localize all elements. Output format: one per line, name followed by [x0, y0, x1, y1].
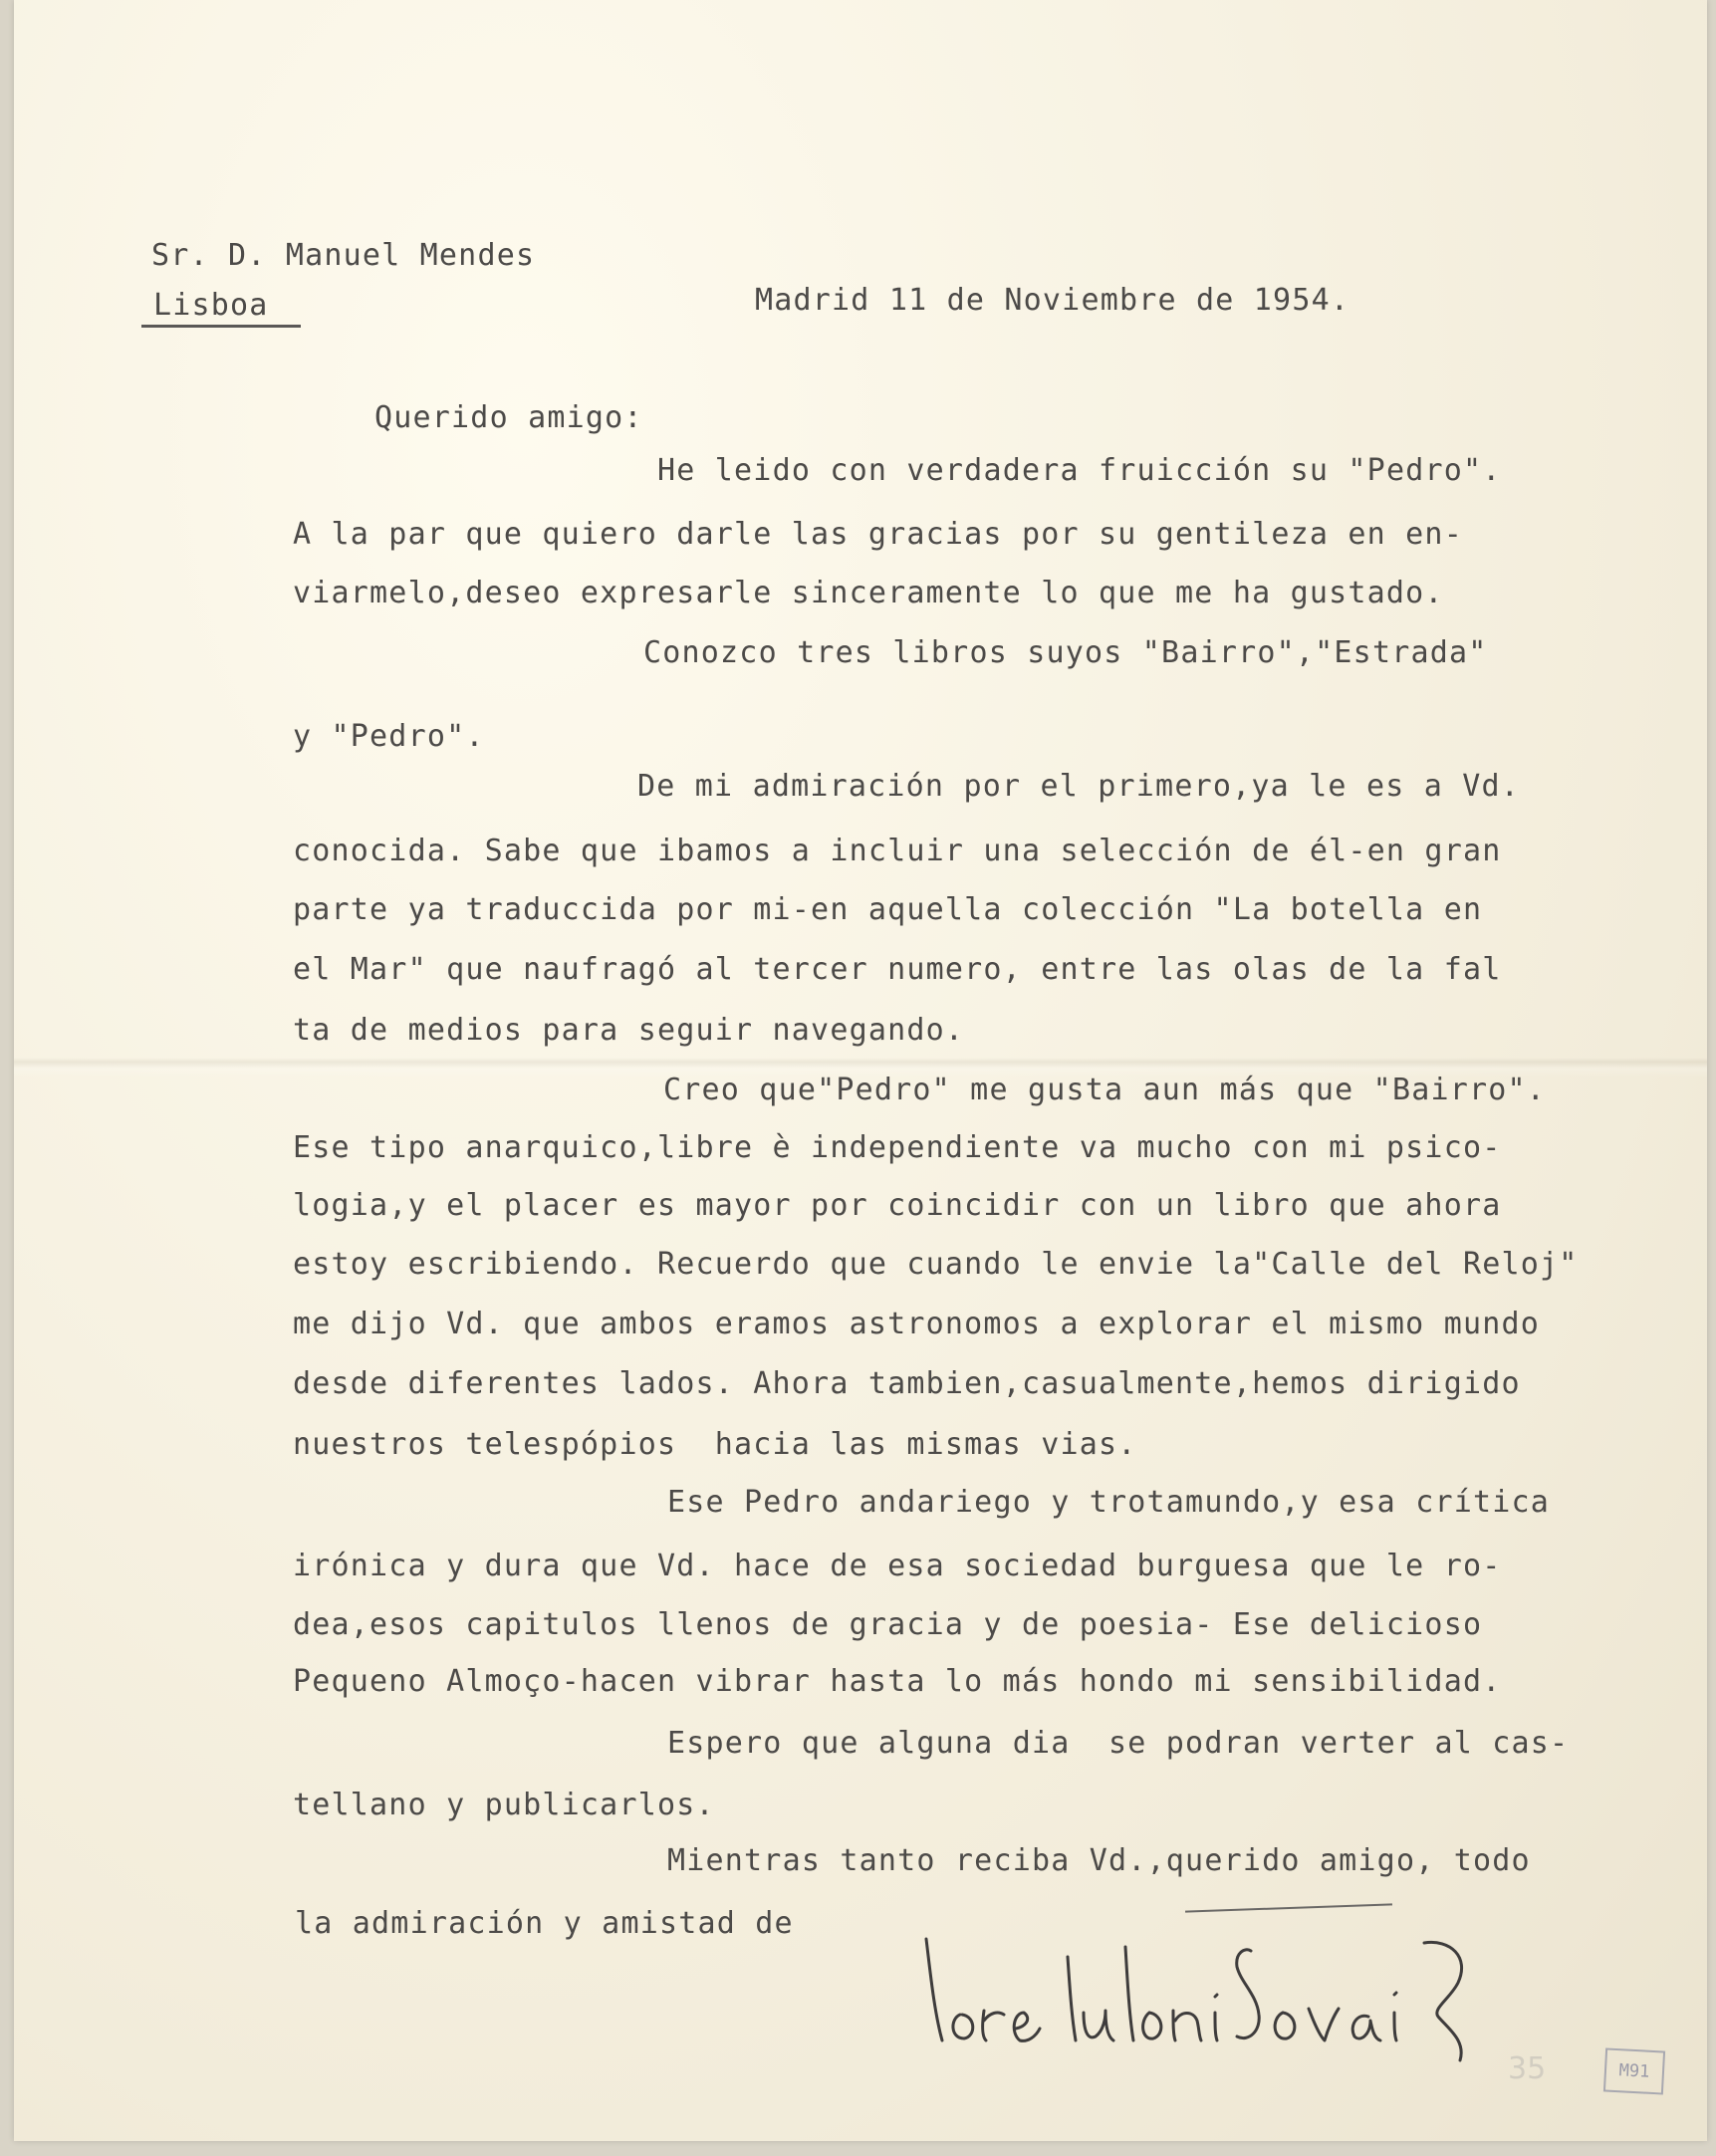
body-line: logia,y el placer es mayor por coincidir con un libro que ahora	[293, 1188, 1502, 1223]
body-line: Espero que alguna dia se podran verter al cas-	[667, 1726, 1570, 1761]
body-line: la admiración y amistad de	[295, 1906, 794, 1941]
body-line: Pequeno Almoço-hacen vibrar hasta lo más hondo mi sensibilidad.	[293, 1664, 1502, 1699]
body-line: Ese Pedro andariego y trotamundo,y esa crítica	[667, 1485, 1551, 1520]
body-line: irónica y dura que Vd. hace de esa sociedad burguesa que le ro-	[293, 1549, 1502, 1583]
handwritten-signature	[920, 1917, 1538, 2066]
body-line: De mi admiración por el primero,ya le es a Vd.	[637, 769, 1521, 804]
body-line: Ese tipo anarquico,libre è independiente va mucho con mi psico-	[293, 1130, 1502, 1165]
body-line: A la par que quiero darle las gracias por su gentileza en en-	[293, 517, 1463, 552]
addressee-name: Sr. D. Manuel Mendes	[151, 238, 536, 273]
body-line: tellano y publicarlos.	[293, 1788, 715, 1822]
body-line: dea,esos capitulos llenos de gracia y de poesia- Ese delicioso	[293, 1607, 1483, 1642]
body-line: me dijo Vd. que ambos eramos astronomos a explorar el mismo mundo	[293, 1307, 1540, 1341]
body-line: ta de medios para seguir navegando.	[293, 1013, 965, 1048]
body-line: el Mar" que naufragó al tercer numero, entre las olas de la fal	[293, 952, 1502, 987]
body-line: parte ya traduccida por mi-en aquella colección "La botella en	[293, 892, 1483, 927]
addressee-city: Lisboa	[153, 288, 269, 323]
letter-sheet	[14, 0, 1707, 2141]
body-line: nuestros telespópios hacia las mismas vias.	[293, 1427, 1137, 1462]
place-date: Madrid 11 de Noviembre de 1954.	[755, 283, 1350, 318]
pencil-mark: 35	[1508, 2051, 1547, 2086]
body-line: Mientras tanto reciba Vd.,querido amigo, todo	[667, 1843, 1531, 1878]
signature-overline	[1185, 1903, 1392, 1912]
body-line: desde diferentes lados. Ahora tambien,casualmente,hemos dirigido	[293, 1366, 1521, 1401]
city-underline	[141, 325, 301, 328]
body-line: conocida. Sabe que ibamos a incluir una selección de él-en gran	[293, 834, 1502, 868]
salutation: Querido amigo:	[374, 400, 643, 435]
body-line: Creo que"Pedro" me gusta aun más que "Bairro".	[663, 1073, 1547, 1107]
body-line: y "Pedro".	[293, 719, 485, 754]
body-line: viarmelo,deseo expresarle sinceramente lo que me ha gustado.	[293, 576, 1444, 610]
body-line: Conozco tres libros suyos "Bairro","Estrada"	[643, 635, 1488, 670]
archive-stamp: M91	[1603, 2047, 1665, 2094]
body-line: He leido con verdadera fruicción su "Pedro".	[657, 453, 1502, 488]
body-line: estoy escribiendo. Recuerdo que cuando le envie la"Calle del Reloj"	[293, 1247, 1579, 1282]
